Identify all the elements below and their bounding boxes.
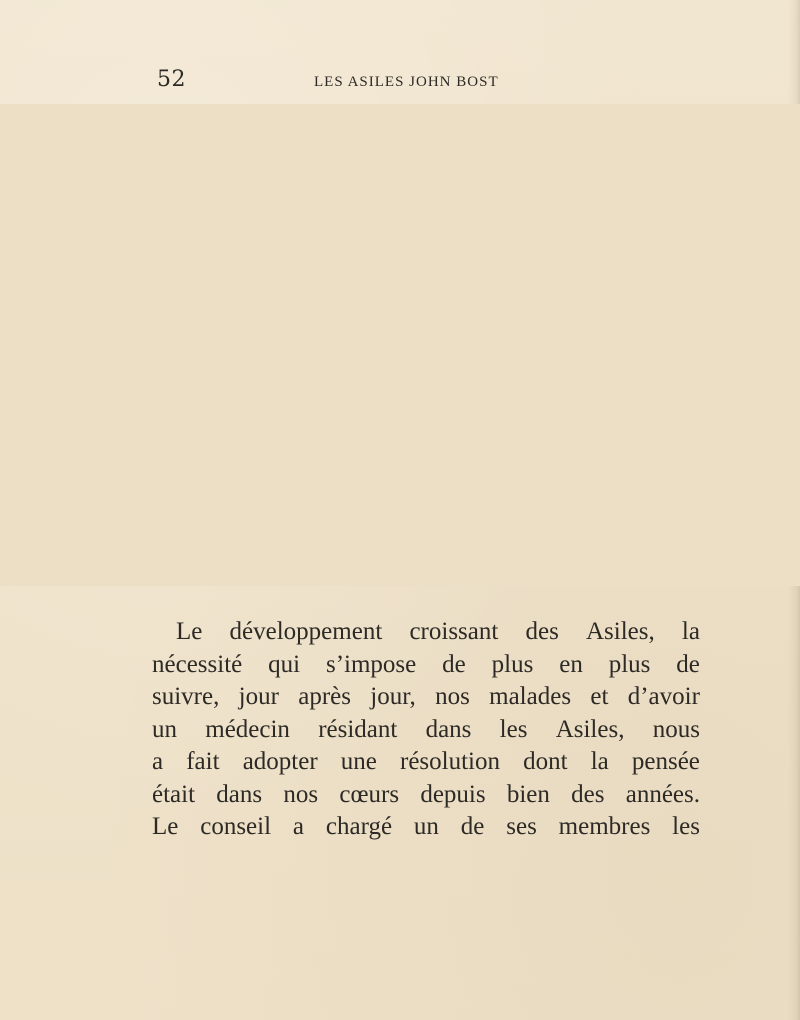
word: membres: [558, 813, 651, 840]
word: Asiles,: [586, 618, 655, 645]
word: un: [413, 813, 439, 840]
word: et: [590, 683, 609, 710]
word: la: [681, 618, 700, 645]
text-line-6: [152, 779, 700, 812]
text-line-4: [152, 714, 700, 747]
word: d’avoir: [627, 683, 700, 710]
word: Le: [152, 813, 179, 840]
word: dans: [425, 715, 472, 743]
word: dont: [523, 748, 568, 775]
word: résidant: [318, 715, 398, 743]
word: de: [460, 813, 485, 840]
page-number: 52: [157, 67, 186, 92]
word: la: [590, 748, 609, 775]
word: adopter: [242, 748, 318, 775]
word: développement: [229, 618, 383, 645]
word: de: [676, 650, 700, 678]
word: nous: [652, 715, 700, 743]
word: cœurs: [339, 780, 400, 808]
text-line-5: [152, 746, 700, 779]
text-line-2: [152, 649, 700, 682]
word: un: [152, 715, 177, 743]
word: était: [152, 780, 196, 808]
word: les: [499, 715, 528, 743]
word: Asiles,: [555, 715, 625, 743]
word: qui: [268, 650, 301, 678]
text-line-7: [152, 811, 700, 844]
word: les: [672, 813, 700, 840]
word: s’impose: [325, 650, 417, 678]
word: croissant: [409, 618, 499, 645]
word: jour: [238, 683, 279, 710]
word: Le: [176, 618, 203, 645]
word: des: [525, 618, 559, 645]
word: suivre,: [152, 683, 220, 710]
word: a: [292, 813, 305, 840]
running-title: LES ASILES JOHN BOST: [314, 74, 499, 90]
word: a: [152, 748, 164, 775]
word: médecin: [205, 715, 290, 743]
word: plus: [491, 650, 534, 678]
word: depuis: [420, 780, 486, 808]
text-line-1: [152, 616, 700, 649]
body-paragraph: [152, 616, 700, 844]
word: dans: [216, 780, 263, 808]
word: pensée: [631, 748, 700, 775]
word: années.: [625, 780, 700, 808]
word: malades: [489, 683, 572, 710]
word: une: [340, 748, 377, 775]
text-line-3: [152, 681, 700, 714]
word: après: [298, 683, 351, 710]
word: bien: [506, 780, 550, 808]
word: en: [559, 650, 583, 678]
word: jour,: [370, 683, 416, 710]
word: fait: [186, 748, 220, 775]
word: nos: [435, 683, 470, 710]
blank-image-area: [0, 104, 800, 586]
word: conseil: [200, 813, 272, 840]
word: plus: [608, 650, 651, 678]
word: des: [571, 780, 605, 808]
word: nos: [283, 780, 319, 808]
word: chargé: [325, 813, 393, 840]
word: ses: [506, 813, 537, 840]
word: nécessité: [152, 650, 243, 678]
word: résolution: [400, 748, 501, 775]
word: de: [442, 650, 466, 678]
